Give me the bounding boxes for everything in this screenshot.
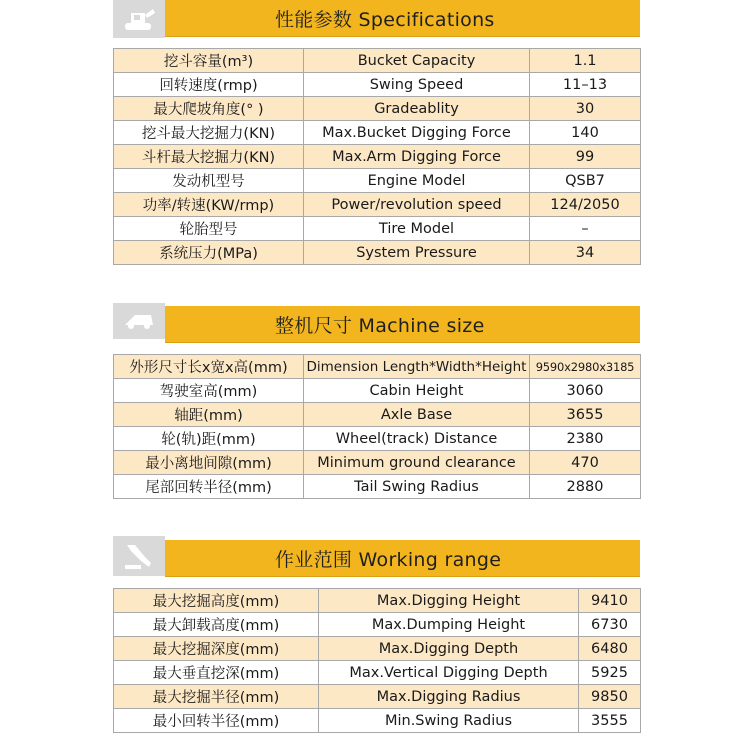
en-label-cell: Max.Bucket Digging Force <box>304 121 530 145</box>
specifications-header <box>165 0 640 36</box>
value-cell: 3060 <box>530 379 641 403</box>
value-cell: 30 <box>530 97 641 121</box>
table-row <box>114 73 641 97</box>
cn-label-cell: 最小离地间隙(mm) <box>114 451 304 475</box>
cn-label-cell: 挖斗最大挖掘力(KN) <box>114 121 304 145</box>
table-row <box>114 403 641 427</box>
cn-label-cell: 斗杆最大挖掘力(KN) <box>114 145 304 169</box>
table-row <box>114 49 641 73</box>
value-cell: 2380 <box>530 427 641 451</box>
en-label-cell: Max.Digging Depth <box>319 637 579 661</box>
cn-label-cell: 轴距(mm) <box>114 403 304 427</box>
en-label-cell: Minimum ground clearance <box>304 451 530 475</box>
en-label-cell: Max.Dumping Height <box>319 613 579 637</box>
value-cell: – <box>530 217 641 241</box>
table-row <box>114 145 641 169</box>
cn-label-cell: 最小回转半径(mm) <box>114 709 319 733</box>
section-title: 性能参数 Specifications <box>275 8 495 31</box>
value-cell: 9410 <box>579 589 641 613</box>
table-row <box>114 193 641 217</box>
value-cell: 3655 <box>530 403 641 427</box>
cn-label-cell: 最大挖掘高度(mm) <box>114 589 319 613</box>
cn-label-cell: 最大垂直挖深(mm) <box>114 661 319 685</box>
table-row <box>114 217 641 241</box>
excavator-icon <box>113 0 165 38</box>
table-row <box>114 661 641 685</box>
value-cell: 99 <box>530 145 641 169</box>
table-row <box>114 589 641 613</box>
value-cell: 34 <box>530 241 641 265</box>
value-cell: 1.1 <box>530 49 641 73</box>
en-label-cell: Gradeablity <box>304 97 530 121</box>
machine-size-rows <box>114 355 641 499</box>
table-row <box>114 97 641 121</box>
dimension-icon <box>113 303 165 339</box>
machine-size-table <box>113 354 641 499</box>
en-label-cell: Min.Swing Radius <box>319 709 579 733</box>
value-cell: 9850 <box>579 685 641 709</box>
en-label-cell: Cabin Height <box>304 379 530 403</box>
table-row <box>114 355 641 379</box>
table-row <box>114 379 641 403</box>
table-row <box>114 685 641 709</box>
value-cell: QSB7 <box>530 169 641 193</box>
value-cell: 470 <box>530 451 641 475</box>
cn-label-cell: 尾部回转半径(mm) <box>114 475 304 499</box>
value-cell: 9590x2980x3185 <box>530 355 641 379</box>
en-label-cell: Max.Arm Digging Force <box>304 145 530 169</box>
en-label-cell: Max.Vertical Digging Depth <box>319 661 579 685</box>
section-title: 作业范围 Working range <box>275 548 502 571</box>
value-cell: 11–13 <box>530 73 641 97</box>
en-label-cell: Axle Base <box>304 403 530 427</box>
section-title: 整机尺寸 Machine size <box>275 314 485 337</box>
en-label-cell: System Pressure <box>304 241 530 265</box>
table-row <box>114 427 641 451</box>
table-row <box>114 475 641 499</box>
cn-label-cell: 回转速度(rmp) <box>114 73 304 97</box>
value-cell: 5925 <box>579 661 641 685</box>
table-row <box>114 709 641 733</box>
cn-label-cell: 外形尺寸长x宽x高(mm) <box>114 355 304 379</box>
en-label-cell: Bucket Capacity <box>304 49 530 73</box>
cn-label-cell: 系统压力(MPa) <box>114 241 304 265</box>
cn-label-cell: 功率/转速(KW/rmp) <box>114 193 304 217</box>
specifications-table <box>113 48 641 265</box>
cn-label-cell: 发动机型号 <box>114 169 304 193</box>
cn-label-cell: 轮胎型号 <box>114 217 304 241</box>
cn-label-cell: 最大挖掘半径(mm) <box>114 685 319 709</box>
cn-label-cell: 最大卸载高度(mm) <box>114 613 319 637</box>
cn-label-cell: 挖斗容量(m³) <box>114 49 304 73</box>
value-cell: 140 <box>530 121 641 145</box>
value-cell: 3555 <box>579 709 641 733</box>
value-cell: 6730 <box>579 613 641 637</box>
en-label-cell: Engine Model <box>304 169 530 193</box>
table-row <box>114 241 641 265</box>
table-row <box>114 451 641 475</box>
table-row <box>114 121 641 145</box>
working-range-header <box>165 540 640 576</box>
working-range-table <box>113 588 641 733</box>
en-label-cell: Tail Swing Radius <box>304 475 530 499</box>
en-label-cell: Wheel(track) Distance <box>304 427 530 451</box>
machine-size-header <box>165 306 640 342</box>
en-label-cell: Power/revolution speed <box>304 193 530 217</box>
en-label-cell: Max.Digging Radius <box>319 685 579 709</box>
cn-label-cell: 轮(轨)距(mm) <box>114 427 304 451</box>
value-cell: 6480 <box>579 637 641 661</box>
specifications-rows <box>114 49 641 265</box>
cn-label-cell: 最大挖掘深度(mm) <box>114 637 319 661</box>
value-cell: 2880 <box>530 475 641 499</box>
table-row <box>114 169 641 193</box>
value-cell: 124/2050 <box>530 193 641 217</box>
en-label-cell: Tire Model <box>304 217 530 241</box>
table-row <box>114 637 641 661</box>
cn-label-cell: 驾驶室高(mm) <box>114 379 304 403</box>
en-label-cell: Swing Speed <box>304 73 530 97</box>
working-range-rows <box>114 589 641 733</box>
cn-label-cell: 最大爬坡角度(° ) <box>114 97 304 121</box>
range-icon <box>113 536 165 576</box>
table-row <box>114 613 641 637</box>
en-label-cell: Max.Digging Height <box>319 589 579 613</box>
en-label-cell: Dimension Length*Width*Height <box>304 355 530 379</box>
